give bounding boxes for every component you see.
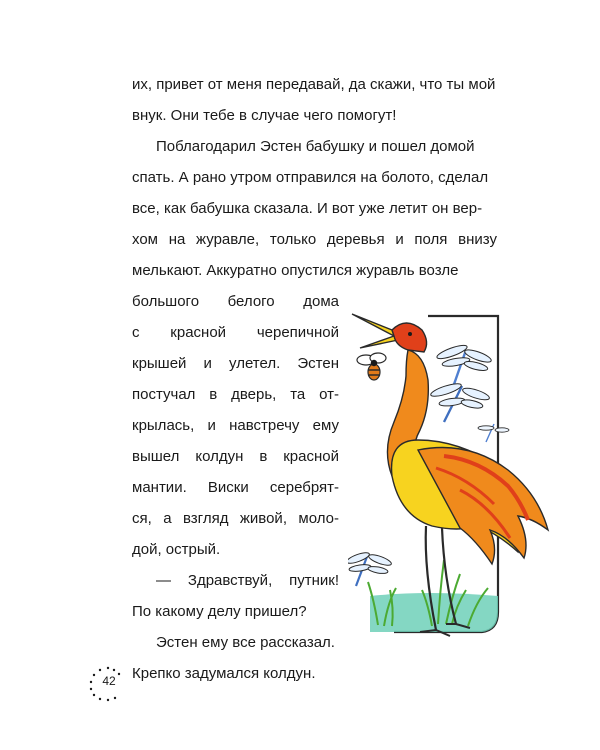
text-line-6: хом на журавле, только деревья и поля внизу bbox=[132, 231, 497, 248]
water-area bbox=[370, 593, 498, 632]
dragonfly-icon-small bbox=[478, 424, 509, 442]
dragonfly-icon bbox=[436, 343, 493, 390]
page-number: 42 bbox=[102, 674, 116, 688]
dragonfly-icon-2 bbox=[430, 381, 491, 422]
text-line-15: ся, а взгляд живой, моло- bbox=[132, 510, 339, 527]
text-line-5: все, как бабушка сказала. И вот уже летит он вер- bbox=[132, 200, 483, 217]
text-line-4: спать. А рано утром отправился на болото, сделал bbox=[132, 169, 489, 186]
text-line-14: мантии. Виски серебрят- bbox=[132, 479, 339, 496]
text-line-8: большого белого дома bbox=[132, 293, 339, 310]
dragonfly-icon-grass bbox=[348, 551, 392, 586]
text-line-9: с красной черепичной bbox=[132, 324, 339, 341]
text-line-13: вышел колдун в красной bbox=[132, 448, 339, 465]
text-line-2: внук. Они тебе в случае чего помогут! bbox=[132, 107, 397, 124]
text-line-7: мелькают. Аккуратно опустился журавль возле bbox=[132, 262, 459, 279]
text-line-18: По какому делу пришел? bbox=[132, 603, 307, 620]
text-line-19: Эстен ему все рассказал. bbox=[156, 634, 335, 651]
text-line-12: крылась, и навстречу ему bbox=[132, 417, 339, 434]
text-line-1: их, привет от меня передавай, да скажи, что ты мой bbox=[132, 76, 496, 93]
text-line-17: — Здравствуй, путник! bbox=[156, 572, 339, 589]
text-line-10: крышей и улетел. Эстен bbox=[132, 355, 339, 372]
text-line-11: постучал в дверь, та от- bbox=[132, 386, 339, 403]
bee-icon bbox=[357, 353, 386, 380]
text-line-16: дой, острый. bbox=[132, 541, 221, 558]
crane-illustration bbox=[348, 290, 553, 670]
text-line-3: Поблагодарил Эстен бабушку и пошел домой bbox=[156, 138, 475, 155]
text-line-20: Крепко задумался колдун. bbox=[132, 665, 316, 682]
